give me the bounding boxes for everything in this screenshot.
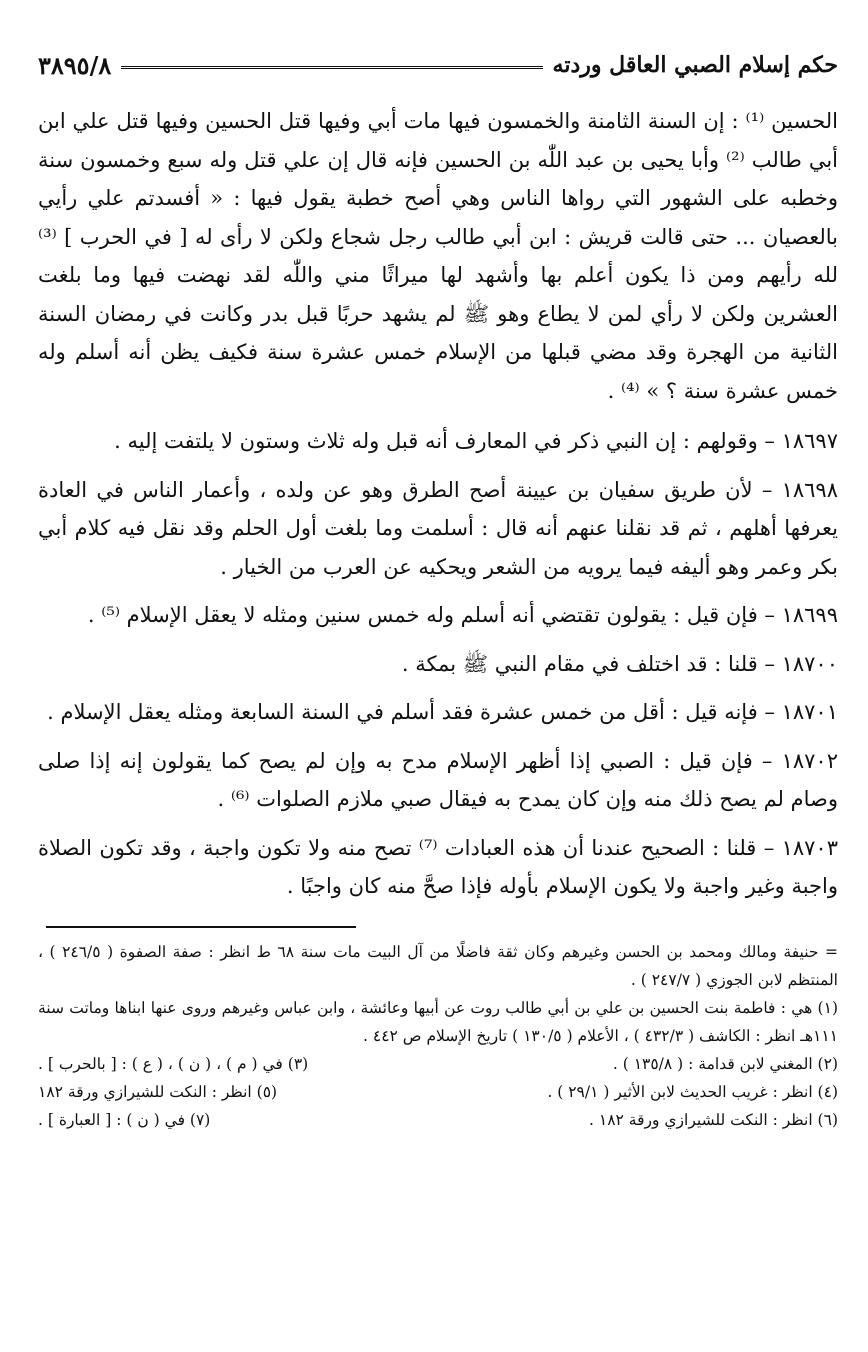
paragraph: ١٨٧٠٠ – قلنا : قد اختلف في مقام النبي ﷺ بمكة .	[401, 651, 838, 676]
running-header	[38, 42, 838, 88]
paragraph: ١٨٧٠٣ – قلنا : الصحيح عندنا أن هذه العبادات ⁽⁷⁾ تصح منه ولا تكون واجبة ، وقد تكون الصلاة واجبة وغير واجبة ولا يكون الإسلام بأوله فإذا صحَّ منه كان واجبًا .	[38, 835, 838, 898]
main-text	[38, 102, 838, 906]
footnote-2: (٢) المغني لابن قدامة : ( ١٣٥/٨ ) .	[612, 1054, 838, 1073]
paragraph: الحسين ⁽¹⁾ : إن السنة الثامنة والخمسون فيها مات أبي وفيها قتل الحسين وفيها قتل علي ابن أبي طالب ⁽²⁾ وأبا يحيى بن عبد اللّٰه بن الحسين فإنه قال إن علي قتل وله سبع وخمسون سنة وخطبه على الشهور التي رواها الناس وهي أصح خطبة يقول فيها : « أفسدتم علي رأيي بالعصيان ... حتى قالت قريش : ابن أبي طالب رجل شجاع ولكن لا رأى له [ في الحرب ] ⁽³⁾ لله رأيهم ومن ذا يكون أعلم بها وأشهد لها ميراثًا مني واللّٰه لقد نهضت فيها وما بلغت العشرين ولكن لا رأي لمن لا يطاع وهو ﷺ لم يشهد حربًا قبل بدر وكانت في رمضان السنة الثانية من الهجرة وقد مضي قبلها من الإسلام خمس عشرة سنة فكيف يظن أنه أسلم وله خمس عشرة سنة ؟ » ⁽⁴⁾ .	[38, 109, 838, 403]
footnote-separator	[46, 926, 356, 928]
paragraph: ١٨٦٩٨ – لأن طريق سفيان بن عيينة أصح الطرق وهو عن ولده ، وأعمار الناس في العادة يعرفها أهلهم ، ثم قد نقلنا عنهم أنه قال : أسلمت وما بلغت أول الحلم وقد نقل فيه كلام أبي بكر وعمر وهو أليفه فيما يرويه من الشعر ويحكيه عن العرب من الخيار .	[38, 477, 838, 579]
running-title: حكم إسلام الصبي العاقل وردته	[552, 52, 838, 78]
footnote-row	[38, 1050, 838, 1078]
footnote-6: (٦) انظر : النكت للشيرازي ورقة ١٨٢ .	[589, 1110, 838, 1129]
footnote-continuation: = حنيفة ومالك ومحمد بن الحسن وغيرهم وكان ثقة فاضلًا من آل البيت مات سنة ٦٨ ط انظر : صفة الصفوة ( ٢٤٦/٥ ) ، المنتظم لابن الجوزي ( ٢٤٧/٧ ) .	[38, 942, 838, 989]
footnote-row	[38, 1078, 838, 1106]
paragraph: ١٨٦٩٩ – فإن قيل : يقولون تقتضي أنه أسلم وله خمس سنين ومثله لا يعقل الإسلام ⁽⁵⁾ .	[87, 603, 838, 627]
paragraph: ١٨٧٠١ – فإنه قيل : أقل من خمس عشرة فقد أسلم في السنة السابعة ومثله يعقل الإسلام .	[47, 700, 838, 724]
footnote-7: (٧) في ( ن ) : [ العبارة ] .	[38, 1110, 211, 1129]
footnote-3: (٣) في ( م ) ، ( ن ) ، ( ع ) : [ بالحرب ] .	[38, 1054, 309, 1073]
page-number: ٣٨٩٥/٨	[38, 50, 112, 80]
book-page	[38, 42, 838, 1134]
footnote-1: (١) هي : فاطمة بنت الحسين بن علي بن أبي طالب روت عن أبيها وعائشة ، وابن عباس وغيرهم وروى عنها ابناها وماتت سنة ١١١هـ انظر : الكاشف ( ٤٣٢/٣ ) ، الأعلام ( ١٣٠/٥ ) تاريخ الإسلام ص ٤٤٢ .	[38, 998, 838, 1045]
footnote-row	[38, 1106, 838, 1134]
paragraph: ١٨٦٩٧ – وقولهم : إن النبي ذكر في المعارف أنه قبل وله ثلاث وستون لا يلتفت إليه .	[114, 429, 838, 453]
footnotes	[38, 938, 838, 1134]
footnote-4: (٤) انظر : غريب الحديث لابن الأثير ( ٢٩/١ ) .	[547, 1082, 838, 1101]
paragraph: ١٨٧٠٢ – فإن قيل : الصبي إذا أظهر الإسلام مدح به وإن لم يصح كما يقولون إنه إذا صلى وصام لم يصح ذلك منه وإن كان يمدح به فيقال صبي ملازم الصلوات ⁽⁶⁾ .	[38, 748, 838, 811]
footnote-5: (٥) انظر : النكت للشيرازي ورقة ١٨٢	[38, 1082, 278, 1101]
header-rule	[121, 66, 542, 69]
